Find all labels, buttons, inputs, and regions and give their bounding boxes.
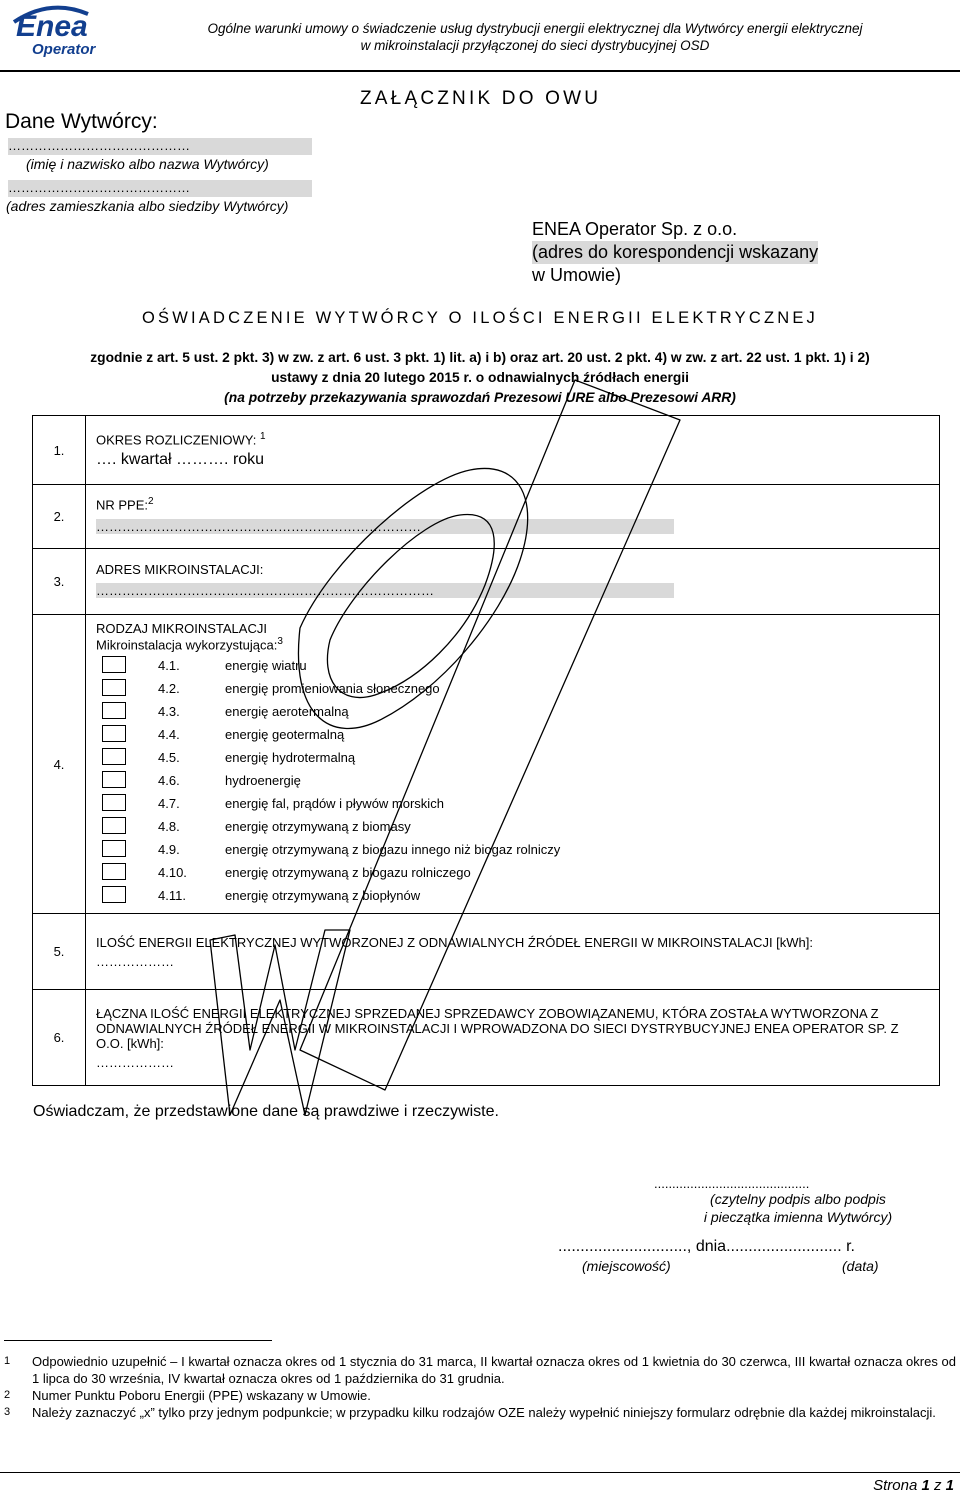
energy-source-option <box>96 838 929 861</box>
option-checkbox[interactable] <box>102 679 126 696</box>
year-suffix: r. <box>846 1238 855 1255</box>
energy-source-option <box>96 746 929 769</box>
option-label: energię otrzymywaną z biomasy <box>225 819 411 835</box>
form-row-energy-produced <box>33 914 940 990</box>
option-code: 4.7. <box>158 796 180 812</box>
producer-address-dots: …………………………………… <box>8 180 312 197</box>
energy-source-option <box>96 792 929 815</box>
energy-source-options <box>96 654 929 907</box>
place-input[interactable]: ............................. <box>558 1238 687 1255</box>
legal-basis-line-3: (na potrzeby przekazywania sprawozdań Prezesowi URE albo Prezesowi ARR) <box>224 390 736 405</box>
footnote <box>4 1404 956 1421</box>
option-checkbox[interactable] <box>102 748 126 765</box>
annex-title: ZAŁĄCZNIK DO OWU <box>360 88 602 109</box>
option-code: 4.1. <box>158 658 180 674</box>
statement-form-table <box>32 415 940 1086</box>
page-total: 1 <box>945 1477 954 1494</box>
option-checkbox[interactable] <box>102 863 126 880</box>
option-checkbox[interactable] <box>102 656 126 673</box>
year-label: roku <box>232 450 265 468</box>
recipient-line-1: ENEA Operator Sp. z o.o. <box>532 219 738 239</box>
recipient-block <box>532 218 818 287</box>
option-code: 4.9. <box>158 842 180 858</box>
quarter-field[interactable]: …. kwartał <box>96 450 172 468</box>
footnote-number: 1 <box>4 1355 11 1367</box>
page-footer-rule <box>0 1472 960 1473</box>
place-caption: (miejscowość) <box>582 1258 671 1274</box>
ppe-input[interactable]: ………………………………………………………………… <box>96 519 674 534</box>
row-number: 5. <box>33 914 86 990</box>
statement-title: OŚWIADCZENIE WYTWÓRCY O ILOŚCI ENERGII ELEKTRYCZNEJ <box>142 309 818 327</box>
option-code: 4.2. <box>158 681 180 697</box>
option-checkbox[interactable] <box>102 794 126 811</box>
ppe-label: NR PPE: <box>96 497 149 513</box>
settlement-period-label: OKRES ROZLICZENIOWY: <box>96 432 257 448</box>
option-label: energię geotermalną <box>225 727 345 743</box>
form-row-installation-address <box>33 549 940 615</box>
option-checkbox[interactable] <box>102 702 126 719</box>
option-checkbox[interactable] <box>102 771 126 788</box>
producer-address-caption: (adres zamieszkania albo siedziby Wytwórcy) <box>6 198 289 214</box>
producer-name-dots: …………………………………… <box>8 138 312 155</box>
option-checkbox[interactable] <box>102 886 126 903</box>
energy-source-option <box>96 677 929 700</box>
row-number: 4. <box>33 615 86 914</box>
option-checkbox[interactable] <box>102 725 126 742</box>
enea-operator-logo <box>10 4 110 60</box>
header-line-2: w mikroinstalacji przyłączonej do sieci dystrybucyjnej OSD <box>360 38 710 53</box>
installation-type-sublabel: Mikroinstalacja wykorzystująca: <box>96 637 278 653</box>
row-number: 3. <box>33 549 86 615</box>
recipient-line-2: (adres do korespondencji wskazany <box>532 242 819 262</box>
form-row-energy-sold <box>33 990 940 1086</box>
energy-sold-input[interactable]: ……………… <box>96 1054 174 1070</box>
option-label: energię hydrotermalną <box>225 750 356 766</box>
form-row-settlement-period <box>33 416 940 485</box>
energy-source-option <box>96 815 929 838</box>
energy-source-option <box>96 654 929 677</box>
footnote <box>4 1353 956 1387</box>
option-code: 4.8. <box>158 819 180 835</box>
producer-name-caption: (imię i nazwisko albo nazwa Wytwórcy) <box>26 156 269 172</box>
energy-source-option <box>96 769 929 792</box>
address-label: ADRES MIKROINSTALACJI: <box>96 562 264 577</box>
row-number: 1. <box>33 416 86 485</box>
option-label: hydroenergię <box>225 773 301 789</box>
option-label: energię otrzymywaną z biogazu innego niż biogaz rolniczy <box>225 842 561 858</box>
option-code: 4.5. <box>158 750 180 766</box>
legal-basis <box>0 348 960 408</box>
address-input[interactable]: …………………………………………………………………… <box>96 583 674 598</box>
energy-source-option <box>96 723 929 746</box>
document-header <box>120 20 950 54</box>
footnote-number: 2 <box>4 1389 11 1401</box>
footnote-ref-3: 3 <box>277 636 283 647</box>
form-row-ppe-number <box>33 485 940 549</box>
energy-produced-label: ILOŚĆ ENERGII ELEKTRYCZNEJ WYTWORZONEJ Z ODNAWIALNYCH ŹRÓDEŁ ENERGII W MIKROINSTALACJI [kWh]: <box>96 934 813 950</box>
page-label: Strona <box>873 1477 918 1494</box>
logo-word-operator: Operator <box>32 41 96 58</box>
option-code: 4.6. <box>158 773 180 789</box>
option-label: energię aerotermalną <box>225 704 349 720</box>
header-rule <box>0 70 960 72</box>
header-line-1: Ogólne warunki umowy o świadczenie usług dystrybucji energii elektrycznej dla Wytwórcy energii elektrycznej <box>207 21 863 36</box>
option-code: 4.11. <box>158 888 186 904</box>
signature-caption-line-1: (czytelny podpis albo podpis <box>710 1191 886 1207</box>
option-label: energię fal, prądów i pływów morskich <box>225 796 444 812</box>
option-label: energię promieniowania słonecznego <box>225 681 440 697</box>
footnote-rule <box>4 1340 272 1341</box>
row-number: 6. <box>33 990 86 1086</box>
date-input[interactable]: .......................... <box>726 1238 842 1255</box>
option-label: energię wiatru <box>225 658 307 674</box>
energy-source-option <box>96 884 929 907</box>
year-field[interactable]: ………. <box>176 450 229 468</box>
footnote-text: Należy zaznaczyć „x” tylko przy jednym podpunkcie; w przypadku kilku rodzajów OZE należy wypełnić niniejszy formularz odrębnie dla każdej mikroinstalacji. <box>32 1405 936 1420</box>
footnote-text: Odpowiednio uzupełnić – I kwartał oznacza okres od 1 stycznia do 31 marca, II kwartał oznacza okres od 1 kwietnia do 30 czerwca, III kwartał oznacza okres od 1 lipca do 30 września, IV kwartał oznacza okres od 1 października do 31 grudnia. <box>32 1354 956 1386</box>
option-checkbox[interactable] <box>102 817 126 834</box>
option-code: 4.3. <box>158 704 180 720</box>
signature-dots[interactable]: ........................................... <box>654 1176 810 1191</box>
option-code: 4.4. <box>158 727 180 743</box>
producer-title: Dane Wytwórcy: <box>5 110 158 133</box>
option-label: energię otrzymywaną z biogazu rolniczego <box>225 865 471 881</box>
page-of: z <box>933 1477 942 1494</box>
footnote-number: 3 <box>4 1406 11 1418</box>
option-checkbox[interactable] <box>102 840 126 857</box>
footnote <box>4 1387 956 1404</box>
recipient-line-3: w Umowie) <box>532 265 622 285</box>
date-caption: (data) <box>842 1258 879 1274</box>
footnote-ref-1: 1 <box>259 431 266 443</box>
logo-word-enea: Enea <box>16 10 88 43</box>
signature-caption-line-2: i pieczątka imienna Wytwórcy) <box>703 1209 893 1225</box>
row-number: 2. <box>33 485 86 549</box>
page-number <box>873 1477 954 1494</box>
footnotes <box>4 1353 956 1421</box>
installation-type-label: RODZAJ MIKROINSTALACJI <box>96 621 267 636</box>
energy-source-option <box>96 700 929 723</box>
legal-basis-line-2: ustawy z dnia 20 lutego 2015 r. o odnawialnych źródłach energii <box>271 370 689 385</box>
declaration-text: Oświadczam, że przedstawione dane są prawdziwe i rzeczywiste. <box>33 1103 499 1120</box>
energy-sold-label: ŁĄCZNA ILOŚĆ ENERGII ELEKTRYCZNEJ SPRZEDANEJ SPRZEDAWCY ZOBOWIĄZANEMU, KTÓRA ZOSTAŁA WYTWORZONA Z ODNAWIALNYCH ŹRÓDEŁ ENERGII W MIKROINSTALACJI I WPROWADZONA DO SIECI DYSTRYBUCYJNEJ ENEA OPERATOR SP. Z O.O. [kWh]: <box>96 1005 899 1051</box>
energy-produced-input[interactable]: ……………… <box>96 953 174 969</box>
place-date-line <box>558 1238 855 1256</box>
page-current: 1 <box>921 1477 930 1494</box>
option-code: 4.10. <box>158 865 187 881</box>
signature-caption <box>640 1190 956 1226</box>
footnote-text: Numer Punktu Poboru Energii (PPE) wskazany w Umowie. <box>32 1388 371 1403</box>
dnia-label: , dnia <box>686 1238 727 1255</box>
energy-source-option <box>96 861 929 884</box>
option-label: energię otrzymywaną z biopłynów <box>225 888 421 904</box>
footnote-ref-2: 2 <box>148 496 154 508</box>
legal-basis-line-1: zgodnie z art. 5 ust. 2 pkt. 3) w zw. z art. 6 ust. 3 pkt. 1) lit. a) i b) oraz art. 20 ust. 2 pkt. 4) w zw. z art. 22 ust. 1 pkt. 1) i 2) <box>90 350 870 365</box>
form-row-installation-type <box>33 615 940 914</box>
